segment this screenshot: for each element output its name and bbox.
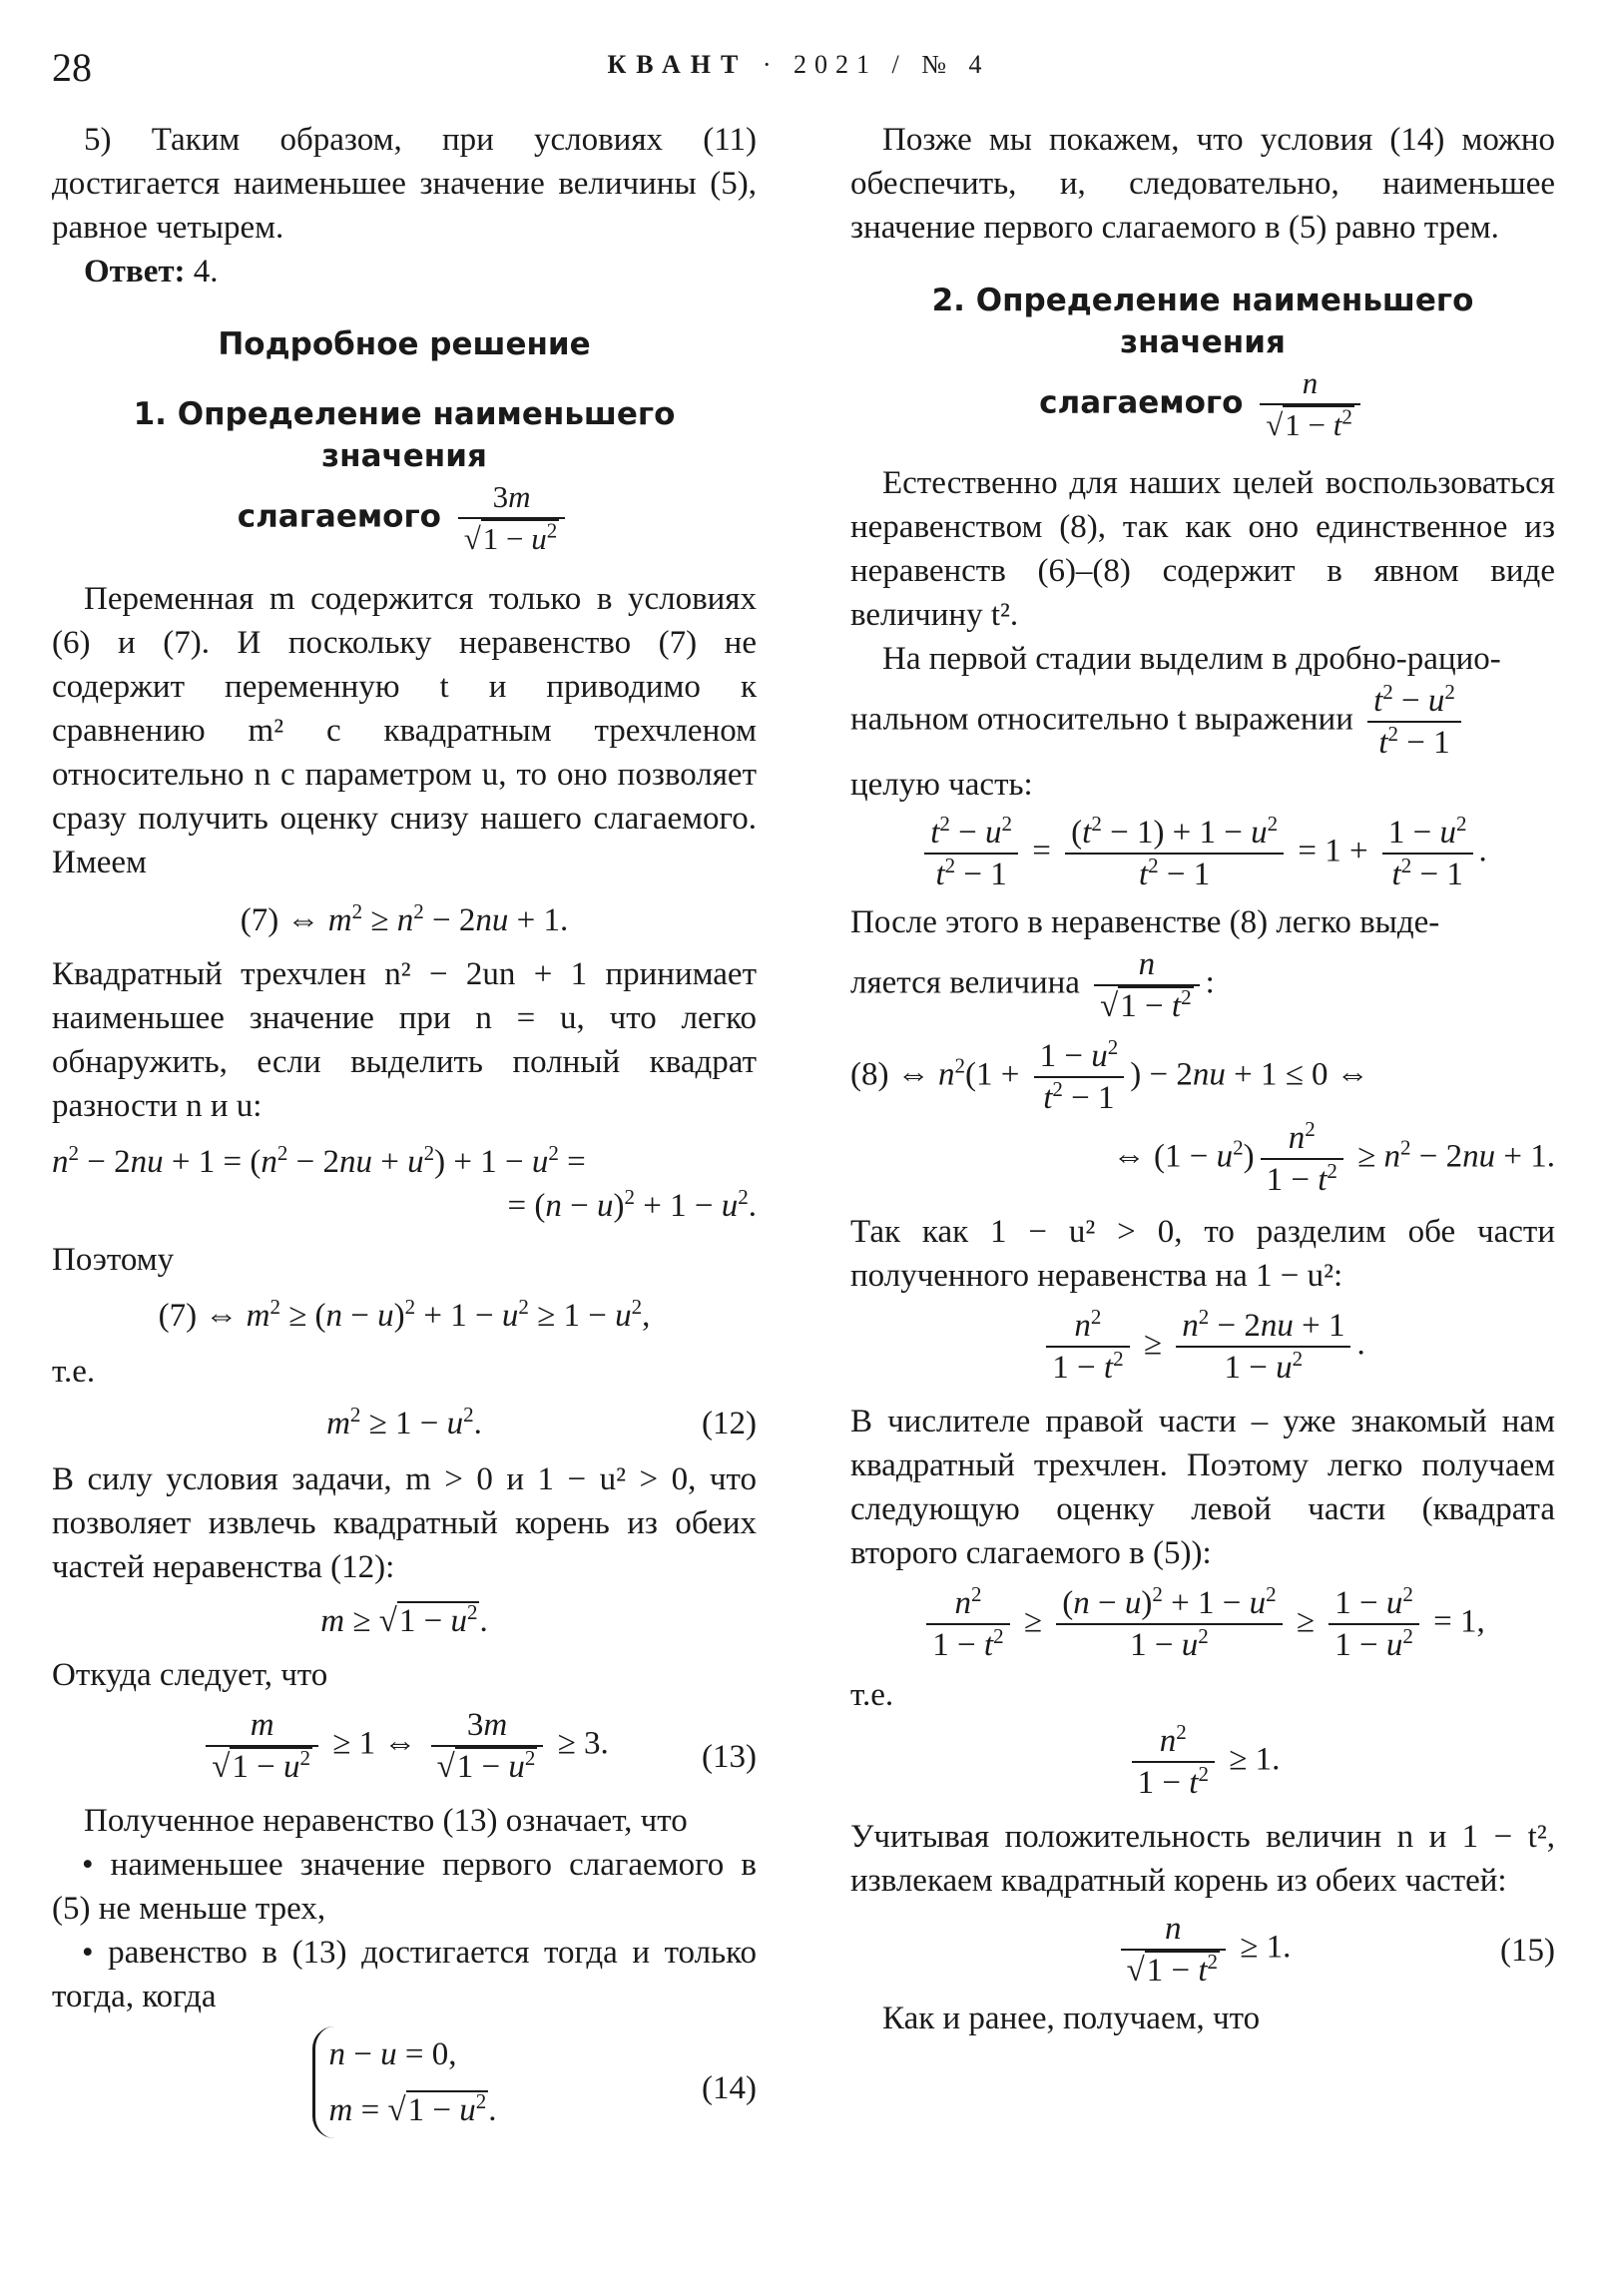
equation-number: (12) — [702, 1406, 757, 1441]
issue-number: 2021 / № 4 — [794, 50, 990, 79]
paragraph: Позже мы покажем, что условия (14) можно обеспечить, и, следовательно, наименьшее значение первого слагаемого в (5) равно трем. — [850, 122, 1555, 246]
equation-number: (15) — [1500, 1933, 1555, 1969]
running-header — [0, 50, 1597, 80]
answer: Ответ: 4. — [84, 254, 219, 289]
formula: $\frac{n^2}{1 - t^2}$ ≥ $\frac{(n - u)^2 + 1 - u^2}{1 - u^2}$ ≥ $\frac{1 - u^2}{1 - u^2}$ = 1, — [850, 1583, 1555, 1665]
formula: (7) ⇔ $m^2 \ge (n - u)^2 + 1 - u^2 \ge 1 - u^2$, — [158, 1295, 651, 1334]
equation-number: (14) — [702, 2070, 757, 2106]
paragraph: ляется величина $\frac{n}{√1 - t^2}$ : — [850, 946, 1215, 1024]
formula: $n^2 - 2nu + 1 = (n^2 - 2nu + u^2) + 1 - u^2$ = — [52, 1141, 586, 1180]
section-heading: Подробное решение — [218, 326, 591, 362]
left-column — [52, 118, 757, 2138]
bullet-item: • наименьшее значение первого слагаемого в (5) не меньше трех, — [52, 1847, 757, 1927]
paragraph: Квадратный трехчлен n² − 2un + 1 принимает наименьшее значение при n = u, что легко обнаружить, если выделить полный квадрат разности n и u: — [52, 956, 757, 1124]
paragraph: В силу условия задачи, m > 0 и 1 − u² > 0, что позволяет извлечь квадратный корень из обеих частей неравенства (12): — [52, 1461, 757, 1585]
paragraph: 5) Таким образом, при условиях (11) достигается наименьшее значение величины (5), равное четырем. — [52, 122, 757, 246]
section-heading: 2. Определение наименьшего значения — [931, 283, 1474, 360]
paragraph: т.е. — [850, 1677, 894, 1713]
formula: = $(n - u)^2 + 1 - u^2$. — [507, 1185, 757, 1224]
page-number: 28 — [52, 45, 92, 90]
paragraph: В числителе правой части – уже знакомый нам квадратный трехчлен. Поэтому легко получаем следующую оценку левой части (квадрата второго слагаемого в (5)): — [850, 1404, 1555, 1571]
formula: $\frac{n^2}{1 - t^2}$ ≥ $\frac{n^2 - 2nu + 1}{1 - u^2}$ . — [850, 1306, 1555, 1388]
paragraph: Естественно для наших целей воспользоваться неравенством (8), так как оно единственное из неравенств (6)–(8) содержит в явном виде величину t². — [850, 465, 1555, 633]
formula: (8) ⇔ $n^2(1$ + $\frac{1 - u^2}{t^2 - 1}$ ) − 2nu + 1 ≤ 0 ⇔ — [850, 1035, 1369, 1116]
paragraph: Откуда следует, что — [52, 1657, 328, 1693]
paragraph: нальном относительно t выражении $\frac{t^2 - u^2}{t^2 - 1}$ — [850, 681, 1555, 763]
formula: $\frac{n}{√1 - t^2}$ ≥ 1. (15) — [850, 1909, 1555, 1991]
paragraph: Как и ранее, получаем, что — [882, 2001, 1261, 2036]
bullet-item: • равенство в (13) достигается тогда и только тогда, когда — [52, 1935, 757, 2014]
formula-system: n − u = 0, $m = √1 - u^2$. (14) — [52, 2026, 757, 2138]
section-heading: слагаемого $\frac{3m}{√1 - u^2}$ — [52, 477, 757, 559]
paragraph: Поэтому — [52, 1242, 175, 1278]
paragraph: Полученное неравенство (13) означает, что — [84, 1803, 688, 1839]
paragraph: После этого в неравенстве (8) легко выде- — [850, 904, 1440, 940]
formula: ⇔ $(1 - u^2)$ $\frac{n^2}{1 - t^2}$ ≥ $n^2 - 2nu + 1$. — [1112, 1117, 1555, 1198]
formula: $\frac{m}{√1 - u^2}$ ≥ 1 ⇔ $\frac{3m}{√1 - u^2}$ ≥ 3. (13) — [52, 1705, 757, 1787]
paragraph: Так как 1 − u² > 0, то разделим обе части полученного неравенства на 1 − u²: — [850, 1214, 1555, 1294]
paragraph: т.е. — [52, 1354, 96, 1390]
right-column — [850, 118, 1555, 2040]
paragraph: целую часть: — [850, 767, 1033, 803]
paragraph: На первой стадии выделим в дробно-рацио- — [882, 641, 1501, 677]
equation-number: (13) — [702, 1739, 757, 1775]
journal-name: КВАНТ — [607, 50, 749, 79]
paragraph: Учитывая положительность величин n и 1 − t², извлекаем квадратный корень из обеих частей: — [850, 1819, 1555, 1899]
formula: $m^2 \ge 1 - u^2$. (12) — [52, 1402, 757, 1445]
section-heading: 1. Определение наименьшего значения — [133, 396, 676, 474]
formula: $m \ge √1 - u^2$. — [320, 1600, 488, 1639]
section-heading: слагаемого $\frac{n}{√1 - t^2}$ — [850, 363, 1555, 445]
formula: (7) ⇔ $m^2 \ge n^2 - 2nu + 1$. — [240, 899, 569, 938]
header-separator: · — [762, 50, 780, 79]
paragraph: Переменная m содержится только в условиях (6) и (7). И поскольку неравенство (7) не содержит переменную t и приводимо к сравнению m² с квадратным трехчленом относительно n с параметром u, то оно позволяет сразу получить оценку снизу нашего слагаемого. Имеем — [52, 581, 757, 880]
formula: $\frac{t^2 - u^2}{t^2 - 1}$ = $\frac{(t^2 - 1) + 1 - u^2}{t^2 - 1}$ = 1 + $\frac{1 - u^2}{t^2 - 1}$ . — [850, 813, 1555, 894]
formula: $\frac{n^2}{1 - t^2}$ ≥ 1. — [850, 1721, 1555, 1803]
